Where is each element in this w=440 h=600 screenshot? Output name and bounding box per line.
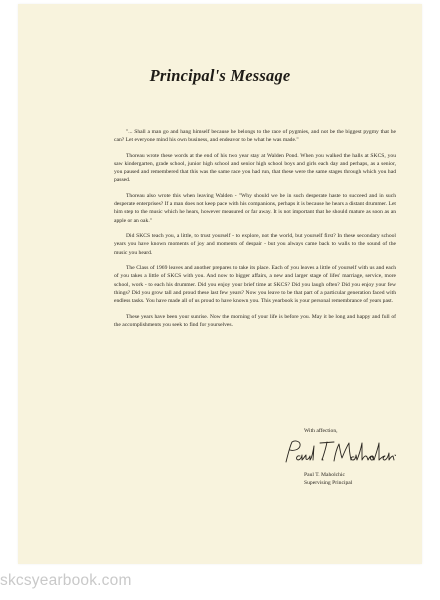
signer-title: Supervising Principal [304,480,353,486]
message-paragraph: The Class of 1969 leaves and another prepares to take its place. Each of you leaves a little of yourself with us and each of you takes a little of SKCS with you. And now to bigger affairs, a new and larger stage of lifes' marriage, service, more school, work - to each his drummer. Did you enjoy your brief time at SKCS? Did you laugh often? Did you enjoy your few things? Did you grow tall and proud these last few years? Now you leave to be that part of a particular generation faced with endless tasks. You have made all of us proud to have known you. This yearbook is your personal remembrance of years past. [114,265,396,305]
message-paragraph: These years have been your sunrise. Now the morning of your life is before you. May it be long and happy and full of the accomplishments you seek to find for yourselves. [114,313,396,328]
handwritten-signature [282,438,398,468]
closing-salutation: With affection, [304,428,338,434]
message-paragraph: "... Shall a man go and hang himself because he belongs to the race of pygmies, and not be the biggest pygmy that he can? Let everyone mind his own business, and endeavor to be what he was made." [114,129,396,144]
message-paragraph: Thoreau also wrote this when leaving Walden - "Why should we be in such desperate haste to succeed and in such desperate enterprises? If a man does not keep pace with his companions, perhaps it is because he hears a distant drummer. Let him step to the music which he hears, however measured or far away. It is not important that he should mature as soon as an apple or an oak." [114,193,396,224]
page-title: Principal's Message [149,66,291,85]
signer-name: Paul T. Maholchic [304,472,345,478]
message-paragraph: Did SKCS teach you, a little, to trust yourself - to explore, not the world, but yourself first? In these secondary school years you have known moments of joy and moments of despair - but you always came back to walls to the sound of the music you heard. [114,233,396,256]
message-paragraph: Thoreau wrote these words at the end of his two year stay at Walden Pond. When you walked the halls at SKCS, you saw kindergarten, grade school, junior high school and senior high school boys and girls each day and perhaps, as a senior, you paused and remembered that this was the same race you had run, that these were the same stages through which you had passed. [114,152,396,184]
message-body [114,128,396,336]
watermark: skcsyearbook.com [0,572,132,589]
document-page [18,4,422,564]
